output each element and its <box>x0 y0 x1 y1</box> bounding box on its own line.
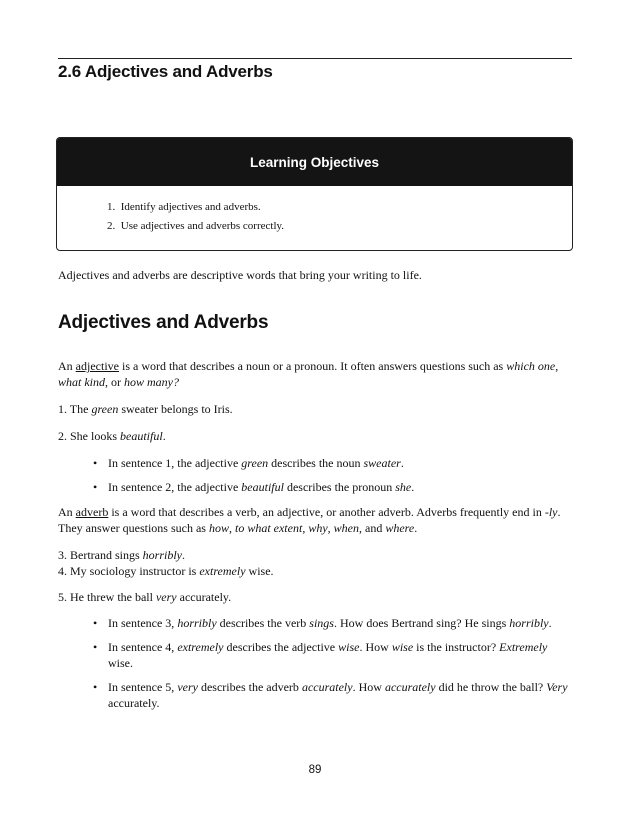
example-sentence-4: 4. My sociology instructor is extremely wise. <box>58 564 274 578</box>
adjective-term: adjective <box>75 359 119 373</box>
adverb-term: adverb <box>75 505 109 519</box>
intro-paragraph: Adjectives and adverbs are descriptive words that bring your writing to life. <box>58 268 422 282</box>
learning-objectives-header: Learning Objectives <box>57 138 572 186</box>
list-item: • In sentence 5, very describes the adverb accurately. How accurately did he throw the ball? Very accurately. <box>93 679 569 711</box>
page-number: 89 <box>308 764 322 776</box>
adjective-definition: An adjective is a word that describes a noun or a pronoun. It often answers questions such as which one, what kind, or how many? <box>58 359 559 389</box>
learning-objectives-list <box>107 201 284 239</box>
list-item: • In sentence 1, the adjective green describes the noun sweater. <box>93 455 569 471</box>
list-item: • In sentence 2, the adjective beautiful describes the pronoun she. <box>93 479 569 495</box>
objective-item: 2. Use adjectives and adverbs correctly. <box>107 220 285 232</box>
list-item: • In sentence 4, extremely describes the adjective wise. How wise is the instructor? Extremely wise. <box>93 639 569 671</box>
heading-adjectives-adverbs: Adjectives and Adverbs <box>58 312 269 333</box>
adverb-definition: An adverb is a word that describes a verb, an adjective, or another adverb. Adverbs frequently end in -ly. They answer questions such as how, to what extent, why, when, and where. <box>58 505 561 535</box>
example-sentence-1: 1. The green sweater belongs to Iris. <box>58 402 233 416</box>
list-item: • In sentence 3, horribly describes the verb sings. How does Bertrand sing? He sings horribly. <box>93 615 569 631</box>
adjective-explanations <box>93 455 569 503</box>
top-rule <box>58 58 572 59</box>
adverb-explanations <box>93 615 569 719</box>
example-sentence-2: 2. She looks beautiful. <box>58 429 166 443</box>
objective-item: 1. Identify adjectives and adverbs. <box>107 201 261 213</box>
section-title: 2.6 Adjectives and Adverbs <box>58 62 273 81</box>
example-sentence-5: 5. He threw the ball very accurately. <box>58 590 232 604</box>
learning-objectives-box <box>56 137 573 251</box>
example-sentence-3: 3. Bertrand sings horribly. <box>58 548 185 562</box>
